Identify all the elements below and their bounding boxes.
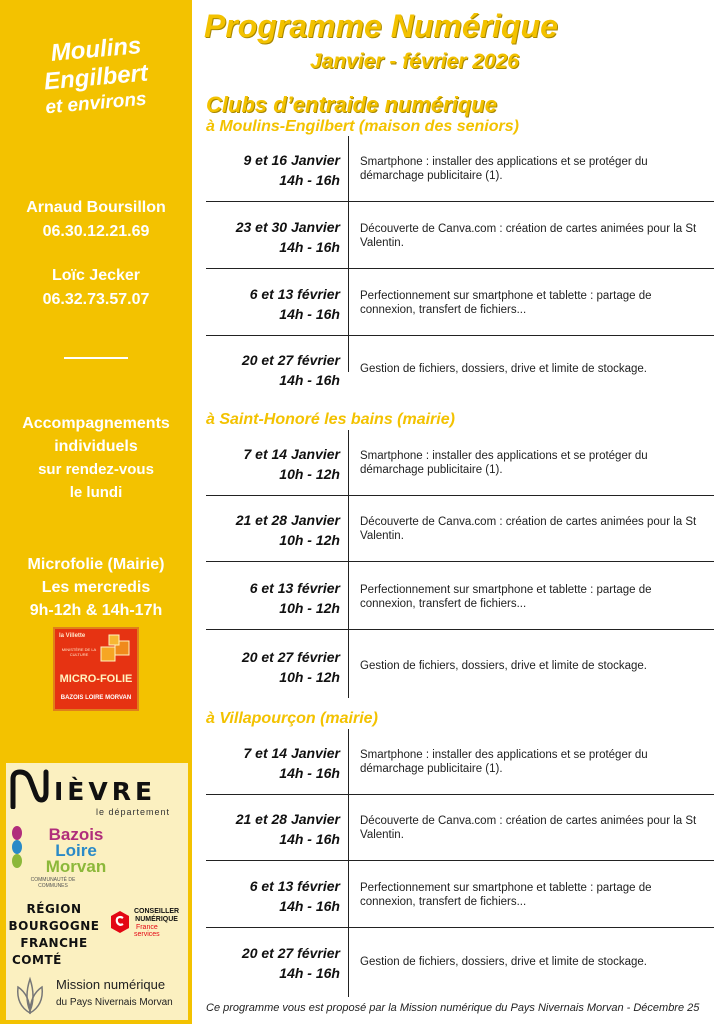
location-title-1: à Moulins-Engilbert (maison des seniors) [206, 118, 519, 135]
contact-1-phone[interactable]: 06.30.12.21.69 [42, 223, 150, 240]
nievre-word: IÈVRE [54, 777, 157, 806]
town-line-1: Moulins [49, 32, 143, 67]
blm-logo [26, 827, 126, 889]
session-dates: 9 et 16 Janvier 14h - 16h [243, 152, 340, 188]
region-line-4: COMTÉ [12, 953, 62, 967]
table-row [206, 496, 714, 562]
cubes-icon [99, 633, 133, 667]
individual-support [0, 412, 192, 504]
session-description: Smartphone : installer des applications et se protéger du démarchage publicitaire (1). [360, 749, 648, 775]
session-description: Perfectionnement sur smartphone et tablette : partage de connexion, transfert de fichiers... [360, 290, 652, 316]
mission-line-2: du Pays Nivernais Morvan [56, 997, 173, 1008]
table-row [206, 430, 714, 496]
session-description: Gestion de fichiers, dossiers, drive et limite de stockage. [360, 956, 647, 968]
table-row [206, 136, 714, 202]
microfolie-logo [53, 627, 139, 711]
mf-logo-sub: BAZOIS LOIRE MORVAN [60, 695, 132, 701]
table-row [206, 633, 714, 699]
nievre-n-icon [10, 769, 52, 809]
session-description: Perfectionnement sur smartphone et tablette : partage de connexion, transfert de fichiers... [360, 584, 652, 610]
location-title-3: à Villapourçon (mairie) [206, 710, 378, 727]
contact-2-phone[interactable]: 06.32.73.57.07 [42, 291, 150, 308]
contact-1-name: Arnaud Boursillon [26, 199, 166, 216]
session-dates: 7 et 14 Janvier 14h - 16h [243, 745, 340, 781]
session-dates: 23 et 30 Janvier 14h - 16h [235, 219, 340, 255]
microfolie-info [0, 553, 192, 622]
accomp-line-2: individuels [54, 438, 138, 455]
session-dates: 6 et 13 février 14h - 16h [249, 878, 340, 914]
table-row [206, 203, 714, 269]
session-dates: 7 et 14 Janvier 10h - 12h [243, 446, 340, 482]
table-row [206, 270, 714, 336]
sidebar [0, 0, 192, 1024]
session-description: Gestion de fichiers, dossiers, drive et limite de stockage. [360, 363, 647, 375]
table-row [206, 336, 714, 402]
session-description: Découverte de Canva.com : création de cartes animées pour la St Valentin. [360, 223, 697, 249]
session-description: Perfectionnement sur smartphone et tablette : partage de connexion, transfert de fichiers... [360, 882, 652, 908]
schedule-table-2 [206, 430, 714, 698]
session-dates: 20 et 27 février 14h - 16h [241, 352, 340, 388]
table-row [206, 795, 714, 861]
mission-logo [10, 973, 186, 1017]
partner-logos [6, 763, 188, 1020]
session-dates: 6 et 13 février 10h - 12h [249, 580, 340, 616]
blm-line-2: Loire [55, 841, 97, 860]
region-line-1: RÉGION [26, 902, 82, 916]
page-title: Programme Numérique [204, 8, 558, 44]
blm-leaf-icon [10, 825, 24, 869]
micro-line-1: Microfolie (Mairie) [27, 556, 165, 573]
page-subtitle: Janvier - février 2026 [310, 50, 519, 73]
session-dates: 21 et 28 Janvier 10h - 12h [235, 512, 340, 548]
contact-2 [0, 264, 192, 312]
mf-logo-name: MICRO-FOLIE [59, 673, 133, 685]
mf-logo-top: la Villette [59, 633, 86, 639]
micro-line-3: 9h-12h & 14h-17h [29, 602, 163, 619]
accomp-line-3: sur rendez-vous [38, 461, 154, 478]
session-description: Gestion de fichiers, dossiers, drive et limite de stockage. [360, 660, 647, 672]
region-line-2: BOURGOGNE [8, 919, 100, 933]
cnfs-icon [110, 910, 130, 934]
session-description: Découverte de Canva.com : création de cartes animées pour la St Valentin. [360, 815, 697, 841]
leaves-icon [10, 975, 50, 1015]
micro-line-2: Les mercredis [41, 579, 151, 596]
accomp-line-4: le lundi [69, 484, 123, 501]
town-line-3: et environs [44, 88, 148, 119]
sidebar-divider [64, 357, 128, 359]
region-line-3: FRANCHE [20, 936, 88, 950]
location-title-2: à Saint-Honoré les bains (mairie) [206, 411, 455, 428]
region-logo [6, 901, 102, 969]
table-row [206, 564, 714, 630]
cnfs-line-2: France services [134, 924, 160, 938]
session-dates: 6 et 13 février 14h - 16h [249, 286, 340, 322]
mission-line-1: Mission numérique [56, 977, 166, 992]
town-name [0, 32, 192, 119]
nievre-logo [10, 767, 184, 815]
mf-logo-ministry: MINISTÈRE DE LA CULTURE [61, 647, 97, 657]
blm-line-1: Bazois [48, 825, 104, 844]
contact-2-name: Loïc Jecker [51, 267, 141, 284]
accomp-line-1: Accompagnements [22, 415, 170, 432]
blm-line-3: Morvan [45, 857, 107, 876]
session-dates: 20 et 27 février 10h - 12h [241, 649, 340, 685]
section-title: Clubs d’entraide numérique [206, 92, 497, 117]
schedule-table-1 [206, 136, 714, 388]
blm-line-4: COMMUNAUTÉ DE COMMUNES [30, 877, 76, 889]
cnfs-line-1: CONSEILLER NUMÉRIQUE [134, 908, 180, 923]
table-row [206, 929, 714, 995]
footer-note: Ce programme vous est proposé par la Mission numérique du Pays Nivernais Morvan - Décembre 25 [206, 1002, 700, 1014]
schedule-table-3 [206, 729, 714, 997]
session-description: Smartphone : installer des applications et se protéger du démarchage publicitaire (1). [360, 450, 648, 476]
table-row [206, 862, 714, 928]
session-dates: 21 et 28 Janvier 14h - 16h [235, 811, 340, 847]
contact-1 [0, 196, 192, 244]
nievre-sub: le département [96, 807, 171, 817]
session-description: Découverte de Canva.com : création de cartes animées pour la St Valentin. [360, 516, 697, 542]
table-row [206, 729, 714, 795]
session-description: Smartphone : installer des applications et se protéger du démarchage publicitaire (1). [360, 156, 648, 182]
town-line-2: Engilbert [42, 59, 149, 96]
session-dates: 20 et 27 février 14h - 16h [241, 945, 340, 981]
